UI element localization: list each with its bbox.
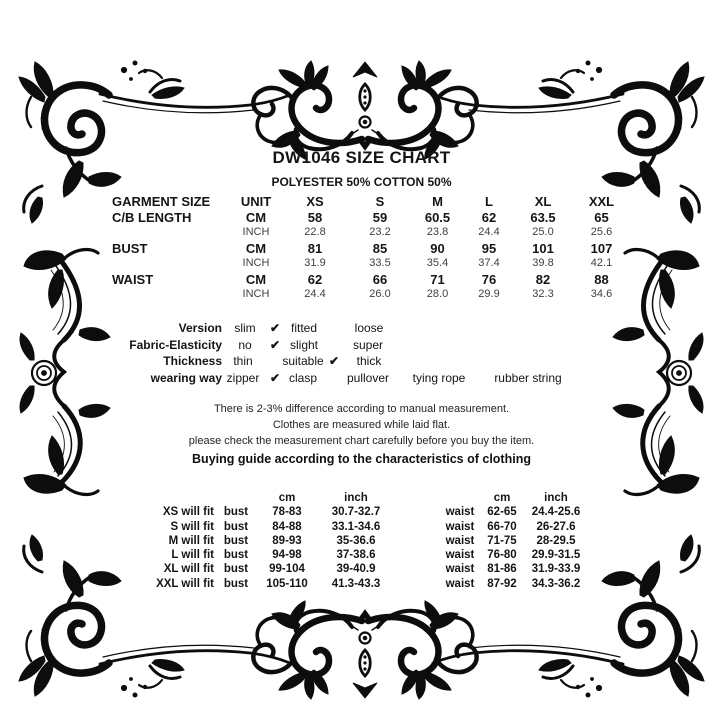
guide-row-m — [128, 534, 588, 548]
value-cell: 29.9 — [478, 288, 500, 300]
row-label — [112, 287, 232, 303]
value-cell: 35.4 — [426, 257, 449, 269]
check-icon: ✔ — [269, 321, 281, 335]
empty-cell — [396, 520, 440, 534]
attribute-label: Fabric-Elasticity — [129, 338, 222, 352]
value-cell: 107 — [590, 240, 613, 256]
guide-inch: 35-36.6 — [336, 534, 376, 547]
option-thick: thick — [356, 354, 382, 368]
value-cell: 62 — [307, 271, 323, 287]
guide-cm: 81-86 — [487, 563, 517, 576]
header-garment-size: GARMENT SIZE — [112, 194, 211, 209]
empty-cell — [396, 534, 440, 548]
guide-cm: 99-104 — [269, 563, 305, 576]
check-icon: ✔ — [269, 371, 281, 385]
buying-guide-title: Buying guide according to the characteristics of clothing — [192, 452, 531, 466]
table-row-cb-length-inch — [112, 225, 630, 241]
unit-cell: CM — [245, 209, 267, 225]
option-fitted: fitted — [290, 321, 317, 335]
guide-inch: 24.4-25.6 — [531, 506, 581, 519]
empty-cell — [214, 491, 258, 505]
value-cell: 59 — [372, 209, 388, 225]
empty-cell — [128, 491, 214, 505]
guide-part: waist — [445, 549, 475, 562]
header-cm-bust: cm — [278, 492, 296, 504]
guide-inch: 33.1-34.6 — [331, 520, 381, 533]
fabric-composition: POLYESTER 50% COTTON 50% — [271, 175, 452, 189]
empty-cell — [396, 562, 440, 576]
unit-cell: INCH — [242, 257, 270, 269]
note-measurement-difference: There is 2-3% difference according to manual measurement. — [213, 403, 510, 415]
guide-size: XL will fit — [163, 563, 214, 576]
value-cell: 90 — [430, 240, 445, 256]
value-cell: 65 — [594, 209, 609, 225]
guide-cm: 71-75 — [487, 534, 517, 547]
header-m: M — [432, 194, 443, 209]
value-cell: 60.5 — [424, 209, 451, 225]
guide-cm: 78-83 — [272, 506, 302, 519]
guide-size: L will fit — [171, 549, 214, 562]
attribute-row-wearing-way — [0, 371, 723, 387]
guide-row-l — [128, 548, 588, 562]
header-xs: XS — [306, 194, 324, 209]
option-tying-rope: tying rope — [412, 371, 466, 385]
guide-row-s — [128, 520, 588, 534]
row-label: BUST — [112, 240, 148, 256]
value-cell: 25.6 — [590, 226, 613, 238]
guide-cm: 89-93 — [272, 534, 302, 547]
guide-size: XXL will fit — [156, 577, 214, 590]
guide-inch: 41.3-43.3 — [331, 577, 381, 590]
guide-cm: 62-65 — [487, 506, 517, 519]
guide-part: bust — [223, 549, 249, 562]
guide-part: waist — [445, 563, 475, 576]
table-row-waist-cm — [112, 272, 630, 288]
option-slim: slim — [234, 321, 256, 335]
option-thin: thin — [233, 354, 253, 368]
attribute-label: wearing way — [150, 371, 222, 385]
option-rubber-string: rubber string — [494, 371, 562, 385]
value-cell: 101 — [532, 240, 554, 256]
value-cell: 58 — [307, 209, 323, 225]
header-xxl: XXL — [588, 194, 615, 209]
unit-cell: CM — [245, 271, 267, 287]
size-table-header-row — [112, 194, 630, 210]
value-cell: 88 — [594, 271, 609, 287]
value-cell: 22.8 — [304, 226, 326, 238]
guide-cm: 84-88 — [272, 520, 302, 533]
guide-inch: 28-29.5 — [536, 534, 576, 547]
size-table — [112, 194, 630, 303]
empty-cell — [440, 491, 480, 505]
check-icon: ✔ — [269, 338, 281, 352]
guide-inch: 39-40.9 — [336, 563, 376, 576]
empty-cell — [396, 491, 440, 505]
attribute-row-version — [0, 321, 723, 337]
option-zipper: zipper — [226, 371, 260, 385]
guide-size: XS will fit — [162, 506, 214, 519]
header-inch-bust: inch — [344, 492, 368, 504]
guide-row-xxl — [128, 577, 588, 591]
value-cell: 82 — [535, 271, 551, 287]
header-l: L — [485, 194, 493, 209]
value-cell: 31.9 — [304, 257, 326, 269]
guide-part: bust — [223, 563, 249, 576]
guide-inch: 30.7-32.7 — [331, 506, 381, 519]
header-s: S — [375, 194, 385, 209]
unit-cell: CM — [245, 240, 267, 256]
value-cell: 23.8 — [426, 226, 449, 238]
unit-cell: INCH — [242, 226, 270, 238]
option-clasp: clasp — [288, 371, 317, 385]
guide-size: S will fit — [170, 520, 214, 533]
value-cell: 34.6 — [590, 288, 613, 300]
header-xl: XL — [534, 194, 552, 209]
value-cell: 71 — [430, 271, 445, 287]
row-label: WAIST — [112, 271, 154, 287]
guide-cm: 76-80 — [487, 549, 517, 562]
value-cell: 32.3 — [532, 288, 554, 300]
table-row-bust-inch — [112, 256, 630, 272]
option-super: super — [352, 338, 384, 352]
guide-part: waist — [445, 506, 475, 519]
guide-part: waist — [445, 577, 475, 590]
attribute-row-elasticity — [0, 338, 723, 354]
guide-inch: 37-38.6 — [336, 549, 376, 562]
empty-cell — [396, 577, 440, 591]
value-cell: 39.8 — [532, 257, 554, 269]
value-cell: 66 — [372, 271, 388, 287]
guide-inch: 31.9-33.9 — [531, 563, 581, 576]
guide-inch: 26-27.6 — [536, 520, 576, 533]
unit-cell: INCH — [242, 288, 270, 300]
value-cell: 62 — [481, 209, 497, 225]
check-icon: ✔ — [328, 354, 340, 368]
value-cell: 23.2 — [369, 226, 391, 238]
attribute-label: Thickness — [163, 354, 222, 368]
guide-part: bust — [223, 506, 249, 519]
attribute-row-thickness — [0, 354, 723, 370]
guide-cm: 66-70 — [487, 520, 517, 533]
note-check-chart: please check the measurement chart carefully before you buy the item. — [188, 435, 535, 447]
option-loose: loose — [354, 321, 384, 335]
guide-part: waist — [445, 534, 475, 547]
page-title: DW1046 SIZE CHART — [272, 148, 451, 167]
guide-cm: 87-92 — [487, 577, 517, 590]
row-label — [112, 225, 232, 241]
buying-guide-table — [128, 491, 588, 591]
option-pullover: pullover — [346, 371, 390, 385]
value-cell: 95 — [481, 240, 497, 256]
value-cell: 42.1 — [590, 257, 613, 269]
table-row-waist-inch — [112, 287, 630, 303]
attribute-label: Version — [178, 321, 222, 335]
value-cell: 28.0 — [426, 288, 449, 300]
row-label — [112, 256, 232, 272]
guide-row-xs — [128, 505, 588, 519]
guide-inch: 34.3-36.2 — [531, 577, 581, 590]
guide-part: waist — [445, 520, 475, 533]
header-inch-waist: inch — [544, 492, 568, 504]
option-suitable: suitable — [282, 354, 324, 368]
value-cell: 85 — [372, 240, 388, 256]
value-cell: 37.4 — [478, 257, 500, 269]
header-cm-waist: cm — [493, 492, 511, 504]
empty-cell — [396, 505, 440, 519]
note-laid-flat: Clothes are measured while laid flat. — [272, 419, 451, 431]
value-cell: 24.4 — [478, 226, 500, 238]
guide-cm: 94-98 — [272, 549, 302, 562]
guide-part: bust — [223, 520, 249, 533]
option-slight: slight — [289, 338, 318, 352]
row-label: C/B LENGTH — [112, 209, 192, 225]
empty-cell — [396, 548, 440, 562]
value-cell: 76 — [481, 271, 497, 287]
guide-row-xl — [128, 562, 588, 576]
guide-inch: 29.9-31.5 — [531, 549, 581, 562]
table-row-cb-length-cm — [112, 210, 630, 226]
buying-guide-header-row — [128, 491, 588, 505]
header-unit: UNIT — [240, 194, 272, 209]
guide-cm: 105-110 — [266, 577, 308, 590]
value-cell: 63.5 — [530, 209, 556, 225]
value-cell: 81 — [307, 240, 323, 256]
guide-part: bust — [223, 534, 249, 547]
value-cell: 25.0 — [532, 226, 554, 238]
table-row-bust-cm — [112, 241, 630, 257]
value-cell: 24.4 — [304, 288, 326, 300]
value-cell: 33.5 — [369, 257, 391, 269]
guide-size: M will fit — [168, 534, 214, 547]
option-no: no — [238, 338, 252, 352]
guide-part: bust — [223, 577, 249, 590]
value-cell: 26.0 — [369, 288, 391, 300]
